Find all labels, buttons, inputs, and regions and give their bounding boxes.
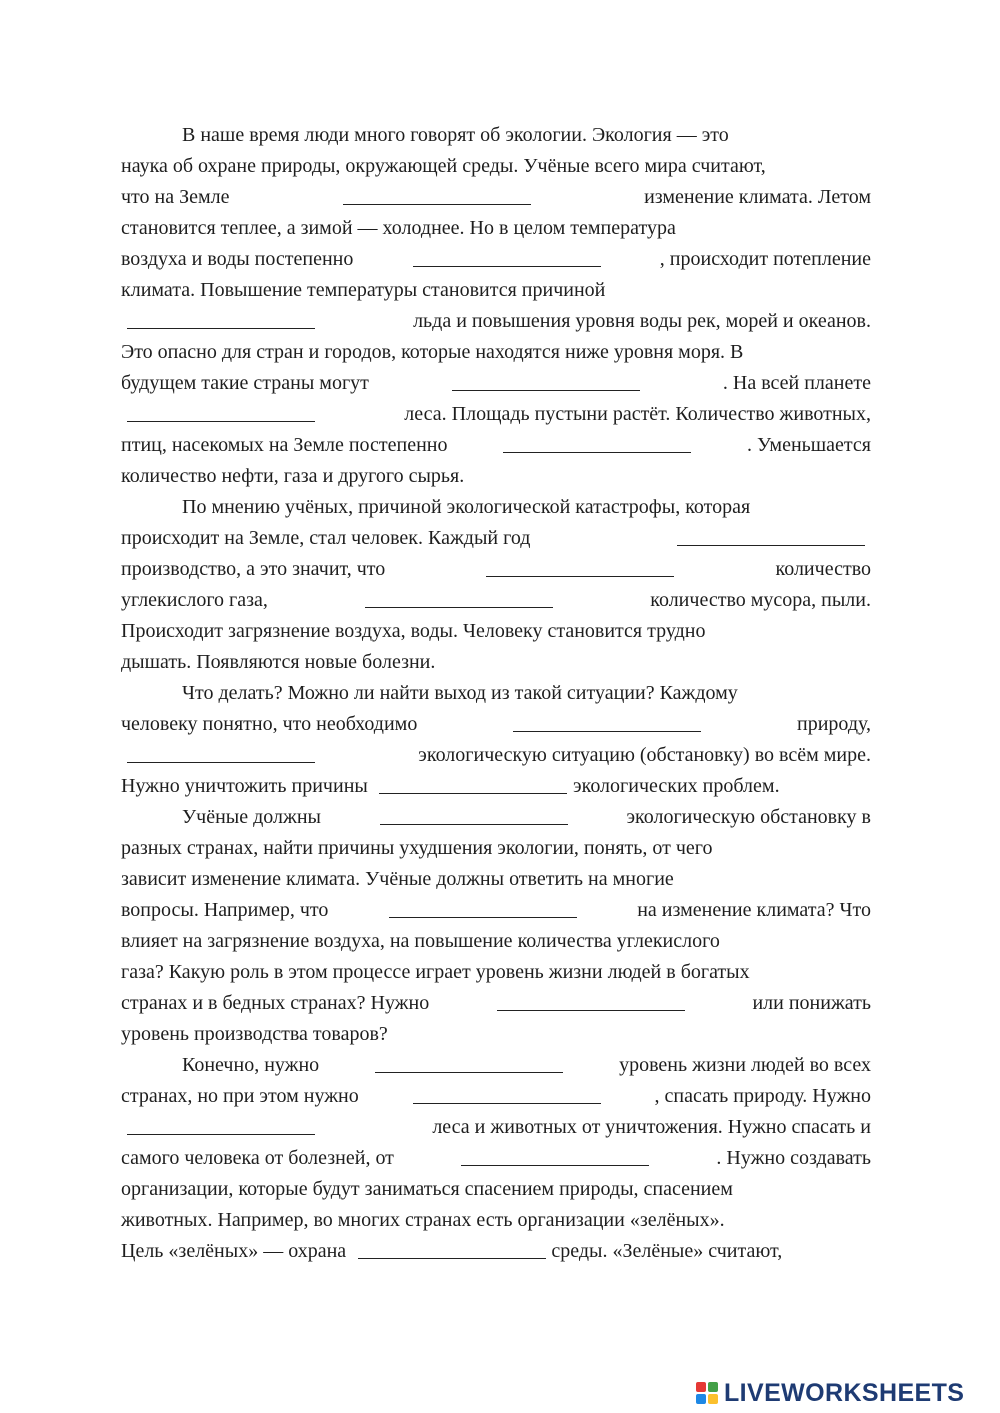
text-segment: вопросы. Например, что [121, 899, 329, 921]
text-segment: Нужно уничтожить причины [121, 775, 368, 797]
text-segment: льда и повышения уровня воды рек, морей и океанов. [413, 310, 871, 332]
text-segment: В наше время люди много говорят об экологии. Экология — это [182, 124, 729, 146]
text-segment: животных. Например, во многих странах есть организации «зелёных». [121, 1209, 725, 1231]
answer-blank-19[interactable] [461, 1143, 649, 1166]
text-segment: человеку понятно, что необходимо [121, 713, 418, 735]
answer-blank-5[interactable] [127, 399, 315, 422]
answer-blank-7[interactable] [677, 523, 865, 546]
text-line [121, 461, 871, 492]
text-line [121, 740, 871, 771]
text-segment: самого человека от болезней, от [121, 1147, 394, 1169]
answer-blank-6[interactable] [503, 430, 691, 453]
text-line [121, 492, 871, 523]
liveworksheets-logo-icon [696, 1382, 718, 1404]
text-line [121, 120, 871, 151]
text-line [121, 771, 871, 802]
text-line [121, 616, 871, 647]
text-segment: среды. «Зелёные» считают, [551, 1240, 783, 1262]
answer-blank-2[interactable] [413, 244, 601, 267]
text-line [121, 1081, 871, 1112]
text-line [121, 1236, 871, 1267]
answer-blank-4[interactable] [452, 368, 640, 391]
text-segment: становится теплее, а зимой — холоднее. Но в целом температура [121, 217, 676, 239]
text-segment: будущем такие страны могут [121, 372, 369, 394]
text-segment: странах и в бедных странах? Нужно [121, 992, 430, 1014]
answer-blank-16[interactable] [375, 1050, 563, 1073]
text-segment: экологическую обстановку в [626, 806, 871, 828]
text-line [121, 895, 871, 926]
text-segment: птиц, насекомых на Земле постепенно [121, 434, 448, 456]
text-segment: Цель «зелёных» — охрана [121, 1240, 347, 1262]
text-segment: воздуха и воды постепенно [121, 248, 354, 270]
answer-blank-14[interactable] [389, 895, 577, 918]
text-line [121, 1174, 871, 1205]
answer-blank-20[interactable] [358, 1236, 546, 1259]
text-segment: климата. Повышение температуры становится причиной [121, 279, 606, 301]
text-segment: влияет на загрязнение воздуха, на повышение количества углекислого [121, 930, 720, 952]
answer-blank-9[interactable] [365, 585, 553, 608]
answer-blank-1[interactable] [343, 182, 531, 205]
text-segment: экологическую ситуацию (обстановку) во всём мире. [418, 744, 871, 766]
text-segment: что на Земле [121, 186, 230, 208]
text-segment: количество [775, 558, 871, 580]
text-line [121, 957, 871, 988]
text-segment: дышать. Появляются новые болезни. [121, 651, 436, 673]
text-line [121, 709, 871, 740]
answer-blank-13[interactable] [380, 802, 568, 825]
text-line [121, 213, 871, 244]
text-segment: зависит изменение климата. Учёные должны ответить на многие [121, 868, 674, 890]
text-line [121, 306, 871, 337]
text-line [121, 678, 871, 709]
text-segment: уровень жизни людей во всех [619, 1054, 871, 1076]
text-segment: количество мусора, пыли. [650, 589, 871, 611]
text-segment: странах, но при этом нужно [121, 1085, 359, 1107]
text-segment: , происходит потепление [659, 248, 871, 270]
text-line [121, 275, 871, 306]
text-segment: происходит на Земле, стал человек. Каждый год [121, 527, 531, 549]
text-line [121, 926, 871, 957]
text-line [121, 585, 871, 616]
text-segment: производство, а это значит, что [121, 558, 386, 580]
answer-blank-8[interactable] [486, 554, 674, 577]
text-line [121, 399, 871, 430]
text-line [121, 1112, 871, 1143]
answer-blank-10[interactable] [513, 709, 701, 732]
answer-blank-18[interactable] [127, 1112, 315, 1135]
text-line [121, 1050, 871, 1081]
text-segment: разных странах, найти причины ухудшения экологии, понять, от чего [121, 837, 713, 859]
text-segment: Учёные должны [182, 806, 321, 828]
text-line [121, 523, 871, 554]
text-segment: Что делать? Можно ли найти выход из такой ситуации? Каждому [182, 682, 738, 704]
answer-blank-3[interactable] [127, 306, 315, 329]
text-segment: Происходит загрязнение воздуха, воды. Человеку становится трудно [121, 620, 706, 642]
text-segment: газа? Какую роль в этом процессе играет уровень жизни людей в богатых [121, 961, 750, 983]
text-segment: организации, которые будут заниматься спасением природы, спасением [121, 1178, 733, 1200]
text-line [121, 554, 871, 585]
text-segment: По мнению учёных, причиной экологической катастрофы, которая [182, 496, 751, 518]
answer-blank-12[interactable] [379, 771, 567, 794]
text-segment: на изменение климата? Что [637, 899, 871, 921]
text-line [121, 647, 871, 678]
text-segment: или понижать [752, 992, 871, 1014]
text-segment: количество нефти, газа и другого сырья. [121, 465, 465, 487]
text-segment: . На всей планете [722, 372, 871, 394]
text-line [121, 1019, 871, 1050]
text-line [121, 182, 871, 213]
text-segment: . Нужно создавать [716, 1147, 871, 1169]
text-line [121, 244, 871, 275]
answer-blank-15[interactable] [497, 988, 685, 1011]
text-line [121, 833, 871, 864]
text-segment: , спасать природу. Нужно [654, 1085, 871, 1107]
answer-blank-11[interactable] [127, 740, 315, 763]
text-segment: Это опасно для стран и городов, которые находятся ниже уровня моря. В [121, 341, 744, 363]
text-line [121, 1143, 871, 1174]
text-segment: наука об охране природы, окружающей среды. Учёные всего мира считают, [121, 155, 766, 177]
text-segment: Конечно, нужно [182, 1054, 320, 1076]
logo-text: LIVEWORKSHEETS [724, 1379, 965, 1407]
text-line [121, 151, 871, 182]
text-line [121, 988, 871, 1019]
liveworksheets-logo [696, 1380, 964, 1406]
text-line [121, 802, 871, 833]
text-segment: природу, [796, 713, 871, 735]
text-segment: леса и животных от уничтожения. Нужно спасать и [432, 1116, 871, 1138]
text-line [121, 1205, 871, 1236]
text-segment: . Уменьшается [747, 434, 871, 456]
text-line [121, 337, 871, 368]
answer-blank-17[interactable] [413, 1081, 601, 1104]
text-segment: углекислого газа, [121, 589, 268, 611]
text-segment: изменение климата. Летом [644, 186, 871, 208]
text-segment: уровень производства товаров? [121, 1023, 388, 1045]
text-line [121, 368, 871, 399]
text-segment: экологических проблем. [573, 775, 780, 797]
text-segment: леса. Площадь пустыни растёт. Количество животных, [404, 403, 871, 425]
text-line [121, 864, 871, 895]
text-line [121, 430, 871, 461]
